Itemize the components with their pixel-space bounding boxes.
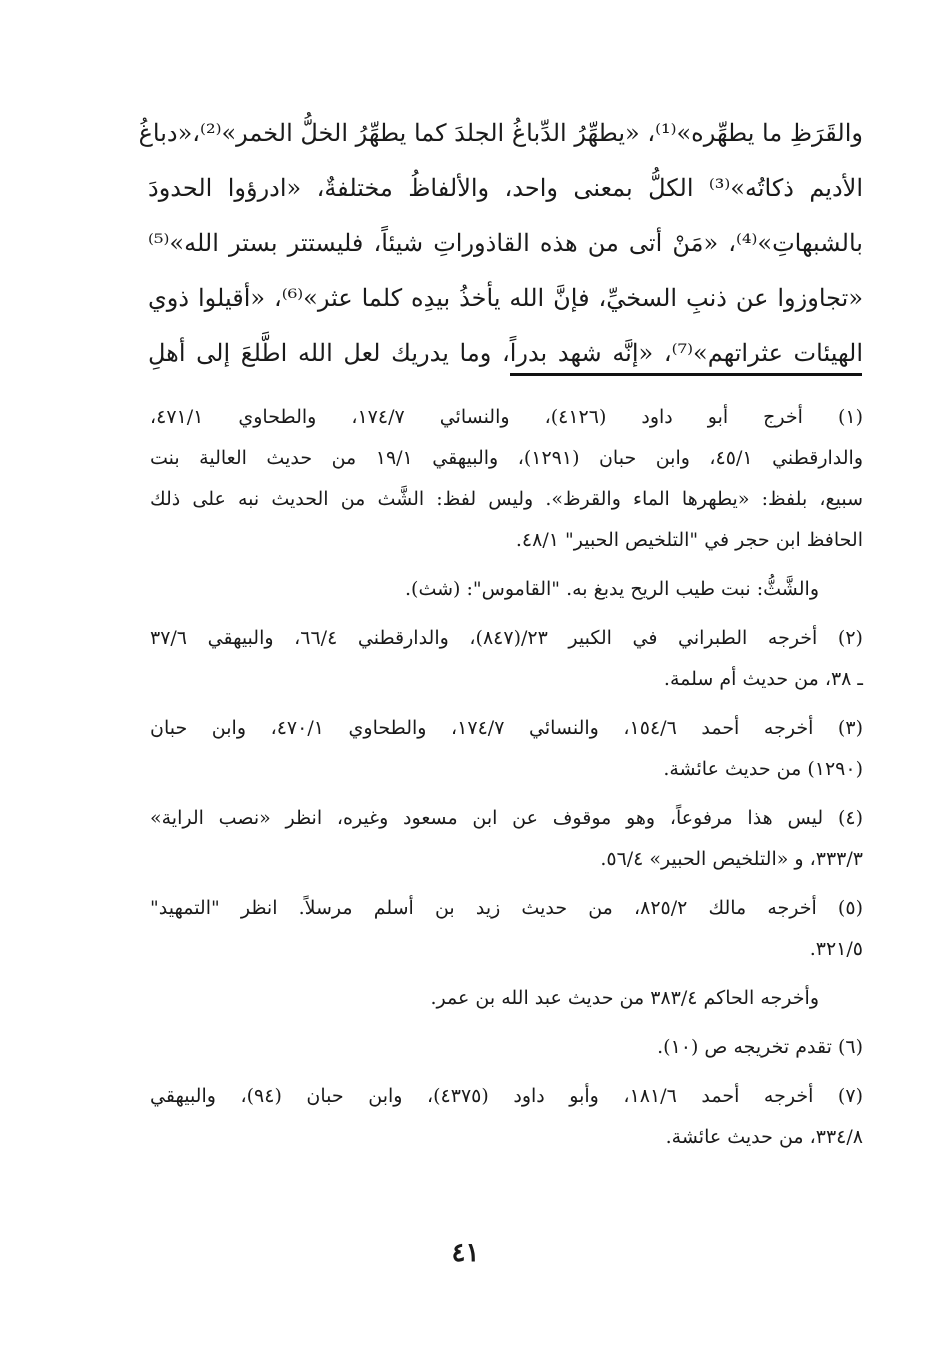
footnote-2 [150,618,863,700]
footnote-line: ٣٣٣/٣، و «التلخيص الحبير» ٥٦/٤. [600,848,863,870]
footnote-1 [150,397,863,561]
footnote-line: ٣٢١/٥. [809,938,863,960]
footnote-line: (٦) تقدم تخريجه ص (١٠). [657,1036,863,1058]
footnote-1-note [150,569,863,610]
main-text-line: «تجاوزوا عن ذنبِ السخيِّ، فإنَّ الله يأخذُ بيدِه كلما عثر»⁽⁶⁾، «أقيلوا ذوي [148,284,863,312]
footnote-line: (١٢٩٠) من حديث عائشة. [663,758,863,780]
page-number: ٤١ [451,1238,480,1268]
main-text-line: الأديم ذكاتُه»⁽³⁾ الكلُّ بمعنى واحد، والألفاظُ مختلفةٌ، «ادرؤوا الحدودَ [148,174,864,202]
footnote-3 [150,708,863,790]
footnote-line: والدارقطني ٤٥/١، وابن حبان (١٢٩١)، والبيهقي ١٩/١ من حديث العالية بنت [150,447,863,469]
main-text-line: الهيئات عثراتهم»⁽⁷⁾، «إنَّه شهد بدراً، وما يدريك لعل الله اطَّلعَ إلى أهلِ [148,339,863,367]
footnote-6 [150,1027,863,1068]
footnote-line: (٤) ليس هذا مرفوعاً، وهو موقوف عن ابن مسعود وغيره، انظر «نصب الراية» [150,807,863,829]
footnote-line: (٧) أخرجه أحمد ١٨١/٦، وأبو داود (٤٣٧٥)، وابن حبان (٩٤)، والبيهقي [150,1085,863,1107]
footnote-5 [150,888,863,970]
main-text [138,106,864,381]
footnote-line: ـ ٣٨، من حديث أم سلمة. [663,668,863,690]
footnote-separator [510,373,862,376]
footnote-5-note [150,978,863,1019]
footnote-line: (٢) أخرجه الطبراني في الكبير ٢٣/(٨٤٧)، والدارقطني ٦٦/٤، والبيهقي ٣٧/٦ [150,627,863,649]
footnote-4 [150,798,863,880]
main-text-line: بالشبهاتِ»⁽⁴⁾، «مَنْ أتى من هذه القاذوراتِ شيئاً، فليستتر بستر الله»⁽⁵⁾ [148,229,863,257]
main-text-line: والقَرَظِ ما يطهِّره»⁽¹⁾، «يطهِّرُ الدِّباغُ الجلدَ كما يطهِّرُ الخلُّ الخمر»⁽²⁾،«دباغُ [138,119,863,147]
footnote-line: الحافظ ابن حجر في "التلخيص الحبير" ٤٨/١. [515,529,863,551]
footnote-line: (٥) أخرجه مالك ٨٢٥/٢، من حديث زيد بن أسلم مرسلاً. انظر "التمهيد" [150,897,863,919]
footnote-7 [150,1076,863,1158]
footnote-line: سبيع، بلفظ: «يطهرها الماء والقرظ». وليس لفظ: الشَّث من الحديث نبه على ذلك [150,488,863,510]
footnote-line: ٣٣٤/٨، من حديث عائشة. [665,1126,863,1148]
footnote-line: (١) أخرج أبو داود (٤١٢٦)، والنسائي ١٧٤/٧، والطحاوي ٤٧١/١، [150,406,863,428]
footnotes [150,397,863,1166]
footnote-line: والشَّثُّ: نبت طيب الريح يدبغ به. "القاموس": (شث). [405,578,819,600]
footnote-line: (٣) أخرجه أحمد ١٥٤/٦، والنسائي ١٧٤/٧، والطحاوي ٤٧٠/١، وابن حبان [150,717,863,739]
footnote-line: وأخرجه الحاكم ٣٨٣/٤ من حديث عبد الله بن عمر. [430,987,819,1009]
